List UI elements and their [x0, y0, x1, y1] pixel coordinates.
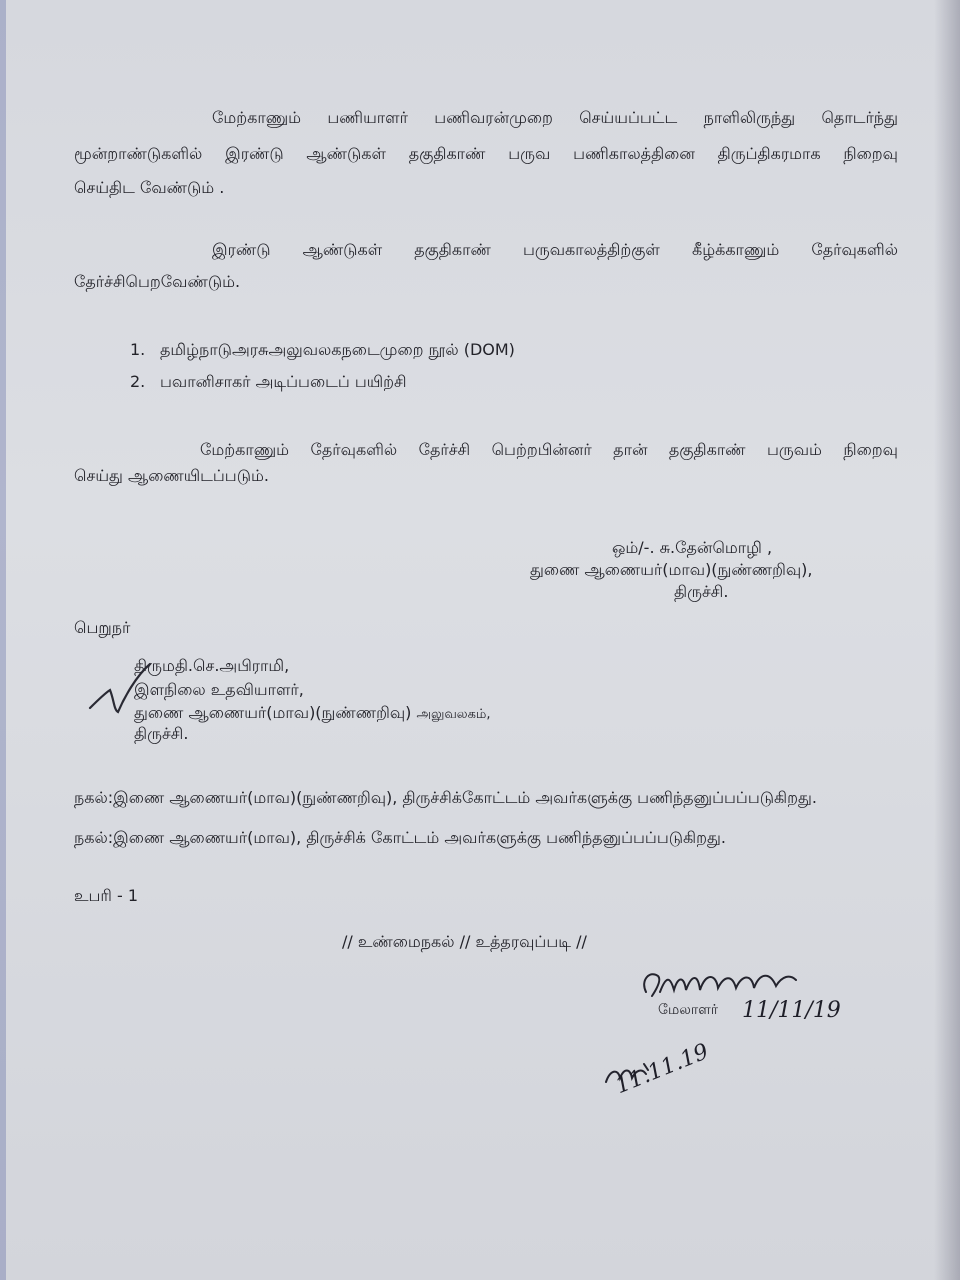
- para2-word: இரண்டு: [212, 240, 271, 259]
- para1-word: நிறைவு: [843, 144, 898, 163]
- para1-word: தொடர்ந்து: [821, 108, 898, 127]
- check-mark-icon: [84, 660, 154, 720]
- para1-word: பருவ: [508, 144, 551, 163]
- para1-word: பணிகாலத்தினை: [573, 144, 695, 163]
- exam-item-2-number: 2.: [130, 372, 146, 391]
- recipient-designation: இளநிலை உதவியாளர்,: [134, 680, 304, 699]
- copy-line-1: நகல்:இணை ஆணையர்(மாவ)(நுண்ணறிவு), திருச்சிக்கோட்டம் அவர்களுக்கு பணிந்தனுப்பப்படுகிறது.: [74, 788, 817, 807]
- spare-count: உபரி - 1: [74, 886, 139, 905]
- para1-word: பணியாளர்: [327, 108, 408, 127]
- recipient-office: [134, 703, 491, 725]
- true-copy-line: // உண்மைநகல் // உத்தரவுப்படி //: [342, 932, 587, 951]
- copy-line-2: நகல்:இணை ஆணையர்(மாவ), திருச்சிக் கோட்டம் அவர்களுக்கு பணிந்தனுப்பப்படுகிறது.: [74, 828, 726, 847]
- signatory-name: ஒம்/-. சு.தேன்மொழி ,: [612, 538, 773, 557]
- para2-word: ஆண்டுகள்: [302, 240, 383, 259]
- para2-word: தேர்வுகளில்: [811, 240, 898, 259]
- para3-word: நிறைவு: [843, 440, 898, 459]
- signatory-designation: துணை ஆணையர்(மாவ)(நுண்ணறிவு),: [530, 560, 813, 579]
- exam-item-1-number: 1.: [130, 340, 146, 359]
- para3-word: தேர்வுகளில்: [310, 440, 398, 459]
- para3-word: தகுதிகாண்: [668, 440, 746, 459]
- handwritten-date: 11/11/19: [742, 998, 841, 1023]
- para1-word: நாளிலிருந்து: [703, 108, 796, 127]
- page-edge-shadow: [934, 0, 960, 1280]
- para3-line1: [200, 440, 898, 460]
- para1-word: செய்யப்பட்ட: [579, 108, 678, 127]
- para1-word: மூன்றாண்டுகளில்: [74, 144, 203, 163]
- recipient-office-main: துணை ஆணையர்(மாவ)(நுண்ணறிவு): [134, 703, 412, 722]
- exam-item-1-text: தமிழ்நாடுஅரசுஅலுவலகநடைமுறை நூல் (DOM): [160, 340, 515, 359]
- para3-word: பருவம்: [766, 440, 822, 459]
- exam-item-2-text: பவானிசாகர் அடிப்படைப் பயிற்சி: [160, 372, 407, 391]
- recipient-place: திருச்சி.: [134, 724, 189, 743]
- para1-word: மேற்காணும்: [212, 108, 302, 127]
- signatory-place: திருச்சி.: [674, 582, 729, 601]
- para1-word: தகுதிகாண்: [408, 144, 486, 163]
- para1-line1: [212, 108, 898, 128]
- recipient-name: திருமதி.செ.அபிராமி,: [134, 656, 290, 675]
- para3-line2: செய்து ஆணையிடப்படும்.: [74, 466, 269, 485]
- para1-word: பணிவரன்முறை: [434, 108, 553, 127]
- para2-word: தகுதிகாண்: [414, 240, 491, 259]
- para1-word: திருப்திகரமாக: [717, 144, 821, 163]
- para3-word: தான்: [613, 440, 648, 459]
- para1-line2: [74, 144, 898, 164]
- para3-word: மேற்காணும்: [200, 440, 290, 459]
- para2-line1: [212, 240, 898, 260]
- para2-word: பருவகாலத்திற்குள்: [522, 240, 660, 259]
- para1-line3: செய்திட வேண்டும் .: [74, 178, 225, 197]
- para3-word: பெற்றபின்னர்: [491, 440, 592, 459]
- stamp-date: 11.11.19: [612, 1039, 713, 1100]
- para3-word: தேர்ச்சி: [418, 440, 471, 459]
- recipient-office-suffix: அலுவலகம்,: [416, 707, 491, 722]
- background-edge: [0, 0, 6, 1280]
- para1-word: ஆண்டுகள்: [306, 144, 386, 163]
- para1-word: இரண்டு: [225, 144, 284, 163]
- para2-line2: தேர்ச்சிபெறவேண்டும்.: [74, 272, 241, 291]
- recipient-label: பெறுநர்: [74, 618, 131, 637]
- para2-word: கீழ்க்காணும்: [691, 240, 780, 259]
- manager-label: மேலாளர்: [658, 1002, 719, 1018]
